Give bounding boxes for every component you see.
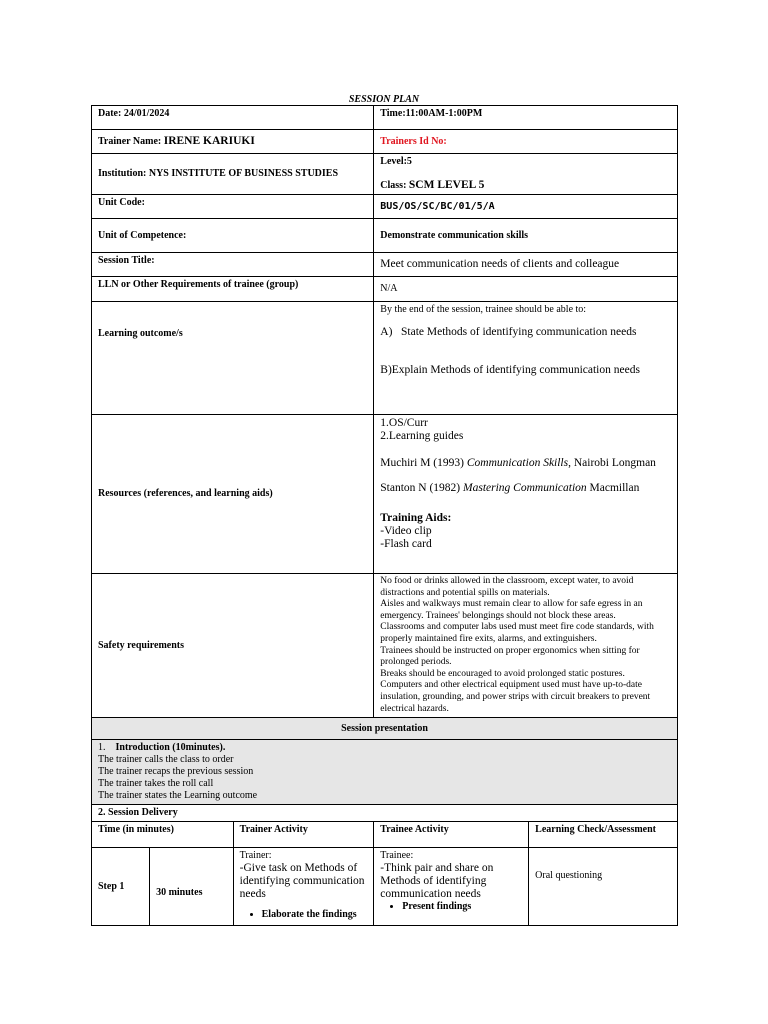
row-delivery-title [92, 805, 678, 822]
ref1-title: Communication Skills [466, 457, 569, 469]
session-plan-table [91, 105, 678, 926]
lln-label: LLN or Other Requirements of trainee (group) [92, 277, 374, 302]
resources-label: Resources (references, and learning aids) [92, 415, 374, 574]
resource-line-1: 1.OS/Curr [380, 417, 428, 429]
safety-rule-2: Aisles and walkways must remain clear to allow for safe egress in an emergency. Trainees' belongings should not block these areas. [380, 599, 643, 621]
intro-title: Introduction (10minutes). [115, 742, 226, 754]
ref1-author: Muchiri M (1993) [380, 457, 467, 469]
trainer-id-cell: Trainers Id No: [374, 130, 678, 154]
safety-rule-4: Trainees should be instructed on proper ergonomics when sitting for prolonged periods. [380, 645, 640, 668]
unit-code-value: BUS/OS/SC/BC/01/5/A [374, 195, 678, 219]
col-header-assessment: Learning Check/Assessment [529, 822, 678, 848]
unit-code-label: Unit Code: [92, 195, 374, 219]
intro-line-1: The trainer calls the class to order [98, 754, 234, 766]
step-assessment: Oral questioning [529, 848, 678, 926]
unit-competence-label: Unit of Competence: [92, 219, 374, 253]
col-header-trainee: Trainee Activity [374, 822, 529, 848]
row-unit-competence [92, 219, 678, 253]
institution-name: NYS INSTITUTE OF BUSINESS STUDIES [148, 168, 339, 179]
outcomes-intro: By the end of the session, trainee should be able to: [380, 304, 587, 315]
row-unit-code [92, 195, 678, 219]
row-step-1 [92, 848, 678, 926]
safety-cell [374, 574, 678, 718]
row-resources [92, 415, 678, 574]
safety-rule-5: Breaks should be encouraged to avoid prolonged static postures. [380, 668, 625, 679]
step-trainee-activity [374, 848, 529, 926]
training-aid-1: -Video clip [380, 525, 432, 537]
trainee-task: -Think pair and share on Methods of identifying communication needs [380, 862, 494, 901]
safety-rule-1: No food or drinks allowed in the classroom, except water, to avoid distractions and potential spills on materials. [380, 576, 634, 598]
class-text [380, 179, 671, 192]
intro-number: 1. [98, 742, 106, 754]
row-presentation-title [92, 718, 678, 740]
row-learning-outcomes [92, 302, 678, 415]
lln-value: N/A [374, 277, 678, 302]
intro-line-2: The trainer recaps the previous session [98, 766, 254, 778]
session-title-value: Meet communication needs of clients and colleague [374, 253, 678, 277]
trainee-bullet: • Present findings [402, 901, 522, 913]
class-label: Class: [380, 180, 407, 191]
level-class-cell [374, 154, 678, 195]
resources-cell [374, 415, 678, 574]
institution-cell [92, 154, 374, 195]
introduction-cell [92, 740, 678, 805]
col-header-trainer: Trainer Activity [233, 822, 374, 848]
resource-line-2: 2.Learning guides [380, 430, 464, 442]
trainer-bullet: • Elaborate the findings [262, 909, 368, 921]
intro-line-4: The trainer states the Learning outcome [98, 790, 258, 802]
row-date-time [92, 106, 678, 130]
col-header-time: Time (in minutes) [92, 822, 234, 848]
time-cell: Time:11:00AM-1:00PM [374, 106, 678, 130]
trainee-heading: Trainee: [380, 850, 414, 862]
outcomes-cell [374, 302, 678, 415]
trainer-cell [92, 130, 374, 154]
trainer-name: IRENE KARIUKI [163, 135, 255, 147]
step-label: Step 1 [92, 848, 150, 926]
reference-2 [380, 482, 671, 495]
presentation-title: Session presentation [92, 718, 678, 740]
ref2-author: Stanton N (1982) [380, 482, 464, 494]
trainer-task: -Give task on Methods of identifying communication needs [239, 862, 365, 901]
safety-rule-6: Computers and other electrical equipment used must have up-to-date insulation, grounding, and power strips with circuit breakers to prevent electrical hazards. [380, 680, 651, 714]
institution-label: Institution: [98, 168, 147, 179]
ref1-publisher: , Nairobi Longman [568, 457, 656, 469]
training-aid-2: -Flash card [380, 538, 432, 550]
row-introduction [92, 740, 678, 805]
ref2-title: Mastering Communication [463, 482, 587, 494]
introduction-heading [98, 742, 671, 754]
row-session-title [92, 253, 678, 277]
row-institution [92, 154, 678, 195]
row-trainer [92, 130, 678, 154]
session-title-label: Session Title: [92, 253, 374, 277]
trainer-heading: Trainer: [239, 850, 272, 862]
delivery-title: 2. Session Delivery [92, 805, 678, 822]
class-value: SCM LEVEL 5 [408, 179, 485, 191]
unit-competence-value: Demonstrate communication skills [374, 219, 678, 253]
date-cell: Date: 24/01/2024 [92, 106, 374, 130]
safety-rule-3: Classrooms and computer labs used must meet fire code standards, with properly maintained fire exits, alarms, and extinguishers. [380, 622, 654, 644]
step-minutes: 30 minutes [150, 848, 234, 926]
intro-line-3: The trainer takes the roll call [98, 778, 214, 790]
row-lln [92, 277, 678, 302]
outcome-a: A) State Methods of identifying communication needs [380, 326, 637, 338]
outcomes-label: Learning outcome/s [92, 302, 374, 415]
reference-1 [380, 457, 671, 470]
ref2-publisher: Macmillan [586, 482, 640, 494]
row-column-headers [92, 822, 678, 848]
outcome-b: B)Explain Methods of identifying communication needs [380, 364, 640, 376]
row-safety [92, 574, 678, 718]
page-title: SESSION PLAN [348, 94, 420, 105]
safety-label: Safety requirements [92, 574, 374, 718]
level-text: Level:5 [380, 156, 412, 167]
step-trainer-activity [233, 848, 374, 926]
training-aids-title: Training Aids: [380, 512, 452, 524]
trainer-label: Trainer Name: [98, 136, 162, 147]
